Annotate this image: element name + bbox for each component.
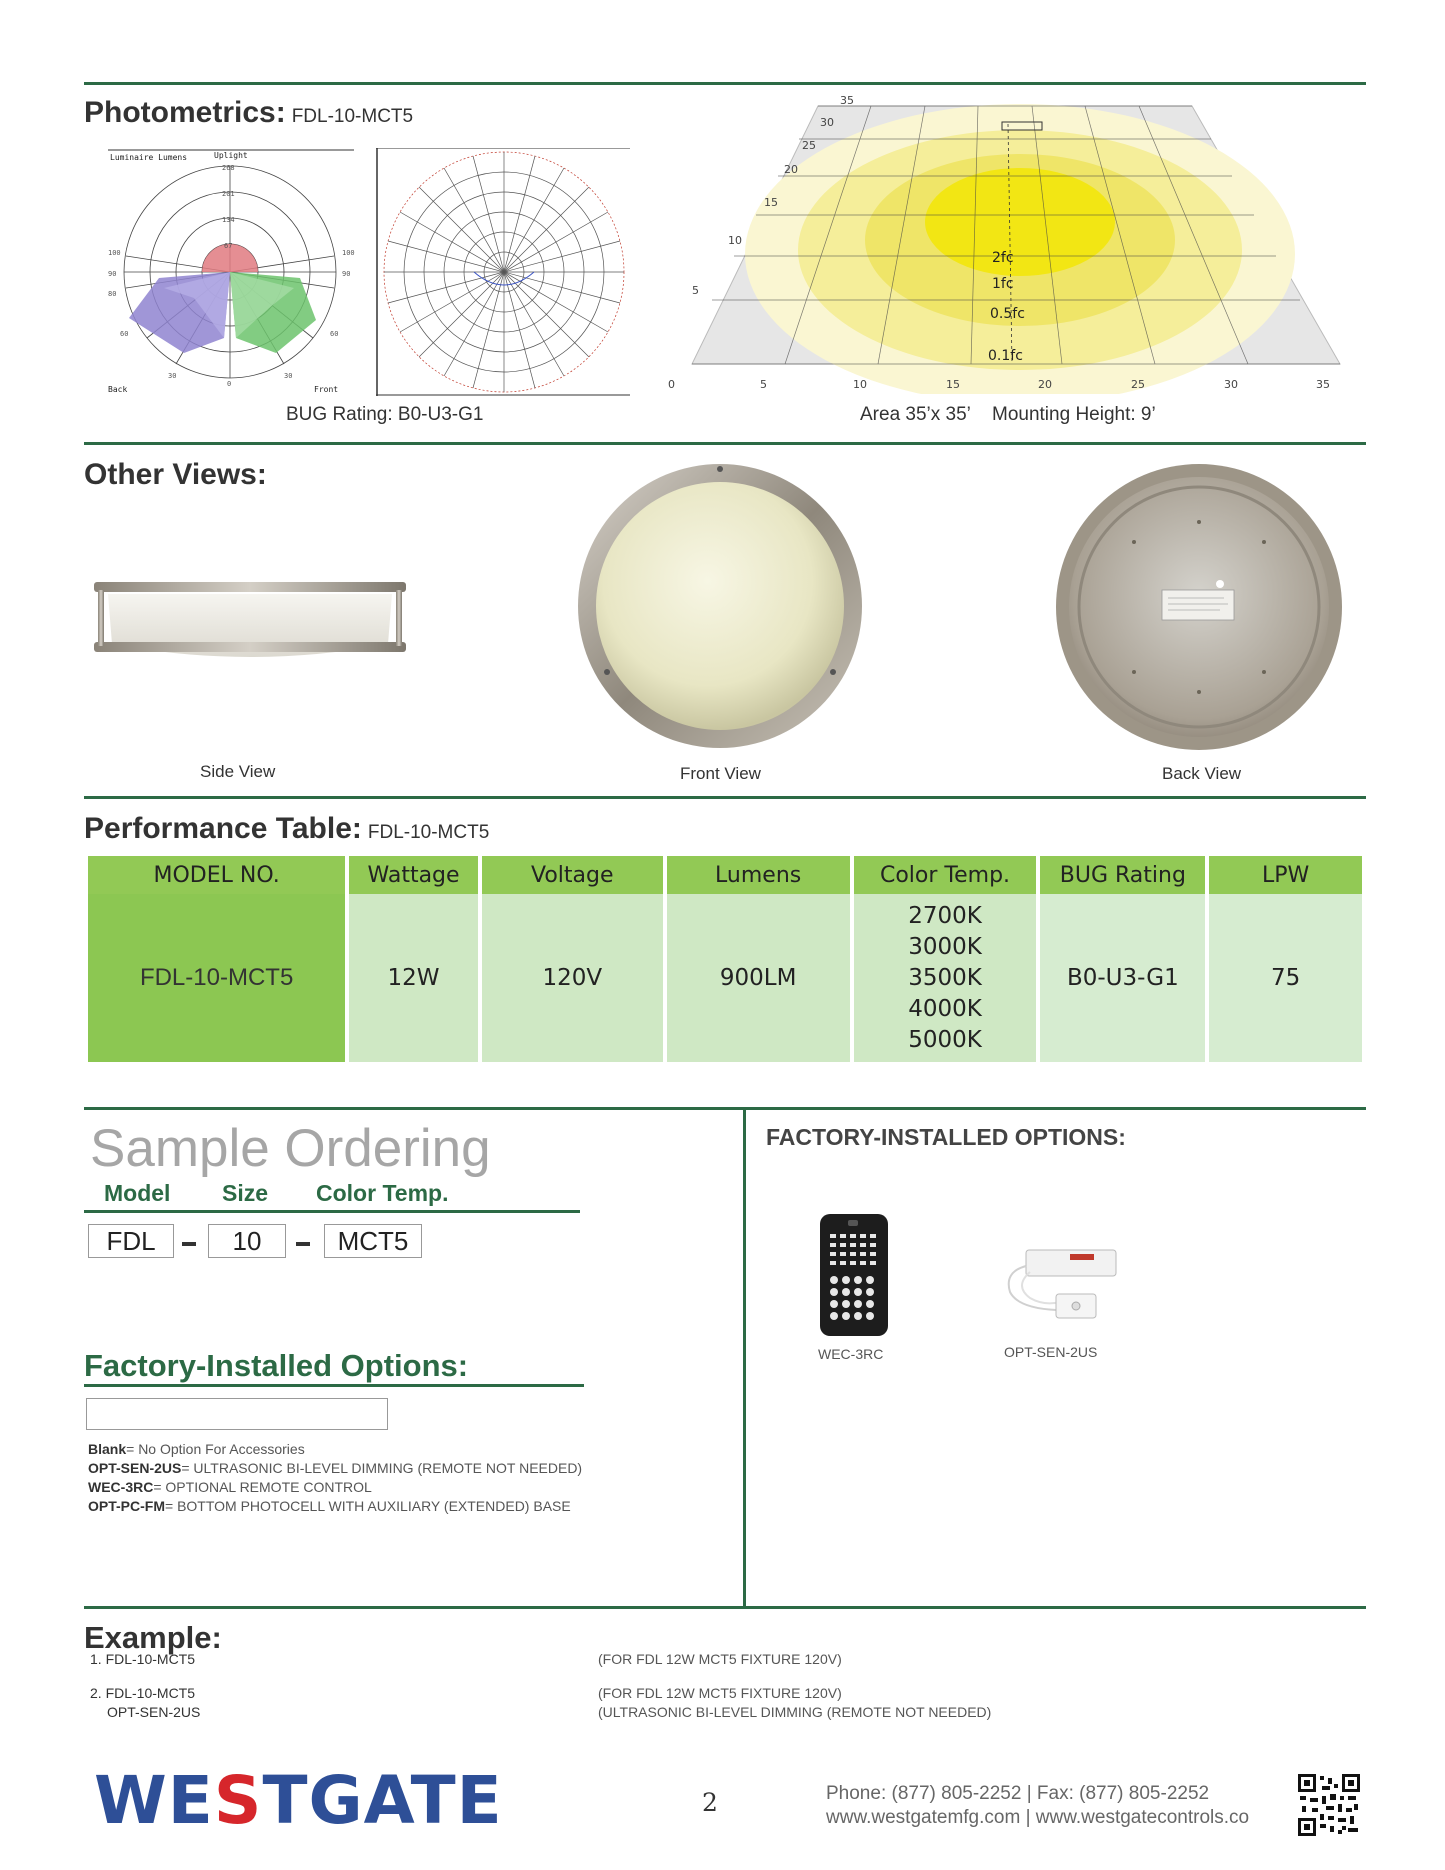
svg-text:25: 25 <box>802 139 816 152</box>
header-lpw: LPW <box>1209 856 1362 894</box>
cell-color-temps: 2700K 3000K 3500K 4000K 5000K <box>854 894 1037 1062</box>
list-item: OPT-PC-FM= BOTTOM PHOTOCELL WITH AUXILIARY (EXTENDED) BASE <box>88 1498 571 1514</box>
svg-text:35: 35 <box>840 94 854 107</box>
cell-model: FDL-10-MCT5 <box>88 894 345 1062</box>
westgate-logo: WESTGATE <box>94 1762 503 1839</box>
svg-text:30: 30 <box>168 372 177 380</box>
list-item: OPT-SEN-2US= ULTRASONIC BI-LEVEL DIMMING (REMOTE NOT NEEDED) <box>88 1460 583 1476</box>
svg-text:0.5fc: 0.5fc <box>990 306 1025 322</box>
ordering-rule <box>84 1107 1366 1110</box>
svg-text:60: 60 <box>120 330 129 338</box>
bug-polar-diagram <box>104 148 358 396</box>
example-line-1: 1. FDL-10-MCT5 <box>90 1651 196 1667</box>
side-view-caption: Side View <box>200 762 276 781</box>
header-lumens: Lumens <box>667 856 850 894</box>
factory-installed-options-title: Factory-Installed Options: <box>84 1348 469 1383</box>
vertical-divider <box>743 1110 746 1608</box>
svg-text:90: 90 <box>108 270 117 278</box>
contact-info <box>826 1782 1249 1830</box>
svg-text:60: 60 <box>330 330 339 338</box>
header-color-temp: Color Temp. <box>854 856 1037 894</box>
svg-text:15: 15 <box>764 196 778 209</box>
ordering-header-size: Size <box>222 1180 269 1206</box>
isofootcandle-x-axis: 0 5 10 15 20 25 30 35 <box>668 378 1330 391</box>
ordering-header-model: Model <box>104 1180 171 1206</box>
table-row <box>88 894 1362 1062</box>
front-view-caption: Front View <box>680 764 761 783</box>
svg-text:30: 30 <box>820 116 834 129</box>
back-label: Back <box>108 385 128 394</box>
ordering-model-field: FDL <box>88 1224 174 1258</box>
mounting-height-caption: Mounting Height: 9’ <box>992 404 1156 425</box>
views-rule <box>84 442 1366 445</box>
cell-voltage: 120V <box>482 894 663 1062</box>
cell-bug-rating: B0-U3-G1 <box>1040 894 1205 1062</box>
isofootcandle-plot <box>660 94 1360 394</box>
luminaire-lumens-label: Luminaire Lumens <box>110 153 188 162</box>
performance-rule <box>84 796 1366 799</box>
header-wattage: Wattage <box>349 856 478 894</box>
example-note-1: (FOR FDL 12W MCT5 FIXTURE 120V) <box>598 1651 842 1667</box>
example-line-2: 2. FDL-10-MCT5 OPT-SEN-2US <box>90 1685 201 1720</box>
ordering-color-temp-field: MCT5 <box>324 1224 422 1258</box>
header-voltage: Voltage <box>482 856 663 894</box>
list-item: Blank= No Option For Accessories <box>88 1441 305 1457</box>
photometrics-title: Photometrics: FDL-10-MCT5 <box>84 96 414 129</box>
svg-text:0: 0 <box>227 380 232 388</box>
top-rule <box>84 82 1366 85</box>
front-view-image <box>576 462 864 750</box>
contact-web[interactable]: www.westgatemfg.com | www.westgatecontrols.co <box>826 1807 1250 1828</box>
svg-text:20: 20 <box>784 163 798 176</box>
other-views-title: Other Views: <box>84 458 267 491</box>
example-note-2: (FOR FDL 12W MCT5 FIXTURE 120V) (ULTRASONIC BI-LEVEL DIMMING (REMOTE NOT NEEDED) <box>598 1685 992 1720</box>
sample-ordering-title: Sample Ordering <box>90 1119 491 1178</box>
back-view-image <box>1054 462 1344 752</box>
example-title: Example: <box>84 1620 222 1655</box>
svg-text:80: 80 <box>108 290 117 298</box>
svg-text:5: 5 <box>692 284 699 297</box>
front-label: Front <box>314 385 339 394</box>
ordering-dash <box>296 1242 310 1246</box>
cell-lumens: 900LM <box>667 894 850 1062</box>
svg-text:0.1fc: 0.1fc <box>988 348 1023 364</box>
side-view-image <box>92 570 408 684</box>
accessory-caption-sensor: OPT-SEN-2US <box>1004 1344 1098 1360</box>
page-number: 2 <box>702 1788 718 1817</box>
header-model: MODEL NO. <box>88 856 345 894</box>
sensor-image <box>1000 1242 1120 1332</box>
area-caption: Area 35’x 35’ <box>860 404 971 425</box>
options-underline <box>84 1384 584 1387</box>
options-blank-field <box>86 1398 388 1430</box>
cell-lpw: 75 <box>1209 894 1362 1062</box>
accessory-caption-remote: WEC-3RC <box>818 1346 884 1362</box>
svg-text:100: 100 <box>342 249 355 257</box>
contact-phone: Phone: (877) 805-2252 | Fax: (877) 805-2252 <box>826 1783 1210 1804</box>
svg-text:67: 67 <box>224 242 233 250</box>
svg-text:2fc: 2fc <box>992 250 1014 266</box>
svg-text:268: 268 <box>222 164 235 172</box>
back-view-caption: Back View <box>1162 764 1242 783</box>
example-rule <box>84 1606 1366 1609</box>
svg-text:30: 30 <box>284 372 293 380</box>
header-bug-rating: BUG Rating <box>1040 856 1205 894</box>
ordering-size-field: 10 <box>208 1224 286 1258</box>
options-list <box>88 1440 582 1516</box>
svg-text:201: 201 <box>222 190 235 198</box>
list-item: WEC-3RC= OPTIONAL REMOTE CONTROL <box>88 1479 372 1495</box>
candela-polar-diagram <box>376 148 630 396</box>
factory-options-heading: FACTORY-INSTALLED OPTIONS: <box>766 1124 1126 1150</box>
ordering-header-color-temp: Color Temp. <box>316 1180 449 1206</box>
svg-text:10: 10 <box>728 234 742 247</box>
qr-code-icon <box>1298 1774 1360 1836</box>
svg-text:1fc: 1fc <box>992 276 1014 292</box>
cell-wattage: 12W <box>349 894 478 1062</box>
performance-table <box>84 856 1366 1062</box>
ordering-dash <box>182 1242 196 1246</box>
remote-control-image <box>818 1212 890 1338</box>
ordering-underline <box>84 1210 580 1213</box>
table-header-row <box>88 856 1362 894</box>
performance-title: Performance Table: FDL-10-MCT5 <box>84 812 490 845</box>
svg-text:134: 134 <box>222 216 235 224</box>
bug-rating-caption: BUG Rating: B0-U3-G1 <box>286 404 484 425</box>
svg-text:100: 100 <box>108 249 121 257</box>
uplight-label: Uplight <box>214 151 248 160</box>
svg-text:90: 90 <box>342 270 351 278</box>
